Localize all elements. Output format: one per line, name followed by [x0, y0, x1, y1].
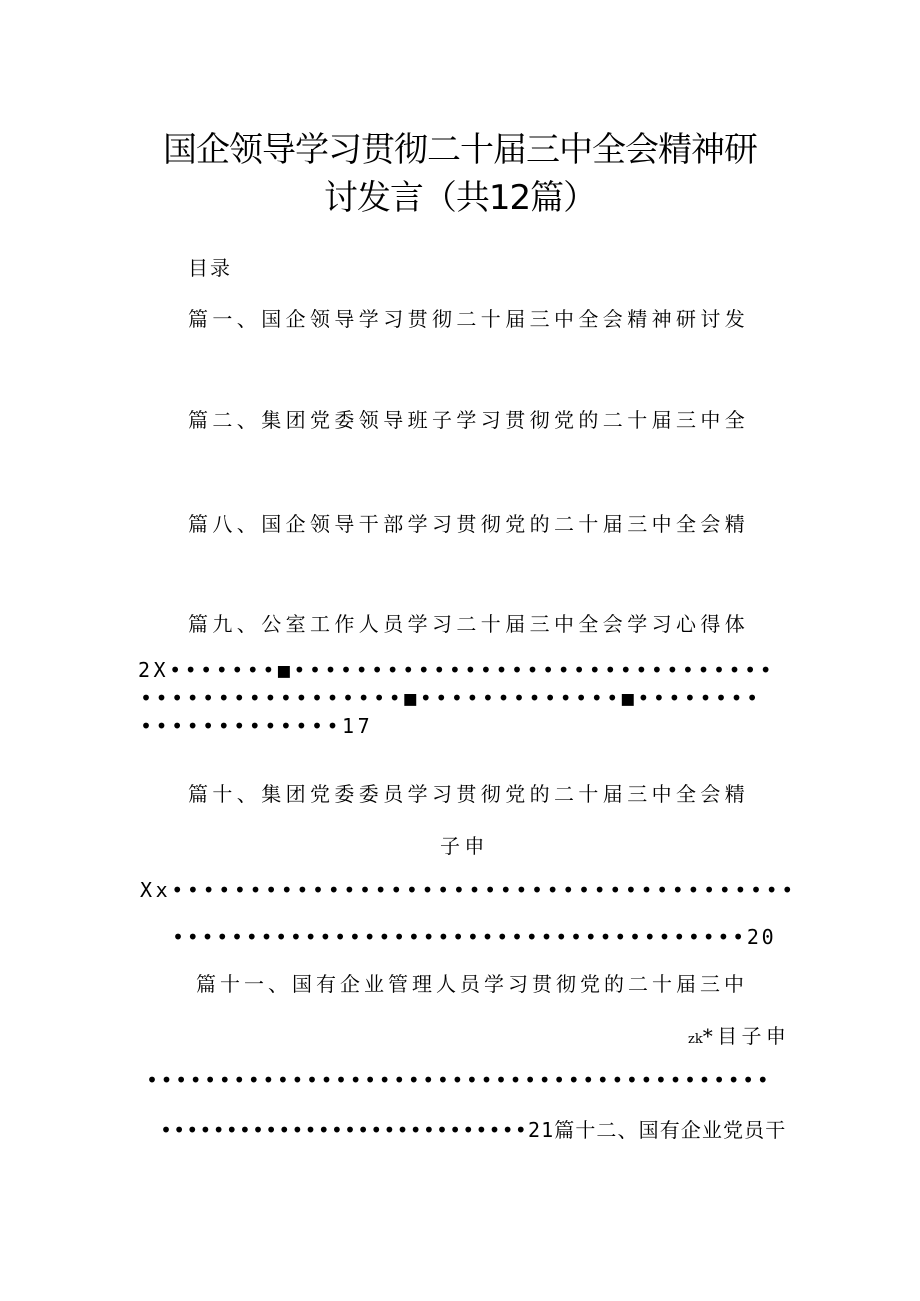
document-title-line-2: 讨发言（共12篇） — [323, 178, 597, 218]
toc-entry-9: 篇九、公室工作人员学习二十届三中全会学习心得体 — [188, 612, 750, 636]
toc-entry-8: 篇八、国企领导干部学习贯彻党的二十届三中全会精 — [188, 512, 750, 536]
toc-entry-10-continued: 子申 — [440, 834, 489, 858]
toc-entry-10: 篇十、集团党委委员学习贯彻党的二十届三中全会精 — [188, 782, 750, 806]
document-title-line-1: 国企领导学习贯彻二十届三中全会精神研 — [163, 130, 757, 170]
toc-entry-11-small-mark: zk — [688, 1032, 703, 1047]
toc-leader-9-line-1: 2X•••••••■••••••••••••••••••••••••••••••• — [138, 658, 776, 682]
toc-entry-11: 篇十一、国有企业管理人员学习贯彻党的二十届三中 — [196, 972, 748, 996]
toc-leader-9-page: •••••••••••••17 — [140, 714, 374, 738]
toc-leader-11-line-1: ••••••••••••••••••••••••••••••••••••••••••• — [146, 1068, 772, 1092]
toc-entry-1: 篇一、国企领导学习贯彻二十届三中全会精神研讨发 — [188, 307, 750, 331]
toc-leader-10-page: •••••••••••••••••••••••••••••••••••••••20 — [172, 925, 777, 949]
toc-leader-9-line-2: •••••••••••••••••■•••••••••••••■•••••••• — [140, 686, 762, 710]
toc-heading: 目录 — [188, 256, 232, 280]
toc-leader-11-page: ••••••••••••••••••••••••••••21篇十二、国有企业党员干 — [160, 1118, 787, 1142]
toc-entry-11-continued — [688, 1020, 790, 1049]
toc-entry-2: 篇二、集团党委领导班子学习贯彻党的二十届三中全 — [188, 408, 750, 432]
toc-entry-11-continued-text: *目子申 — [702, 1024, 791, 1048]
toc-leader-10-line-1: Xx•••••••••••••••••••••••••••••••••••••••• — [140, 878, 797, 902]
